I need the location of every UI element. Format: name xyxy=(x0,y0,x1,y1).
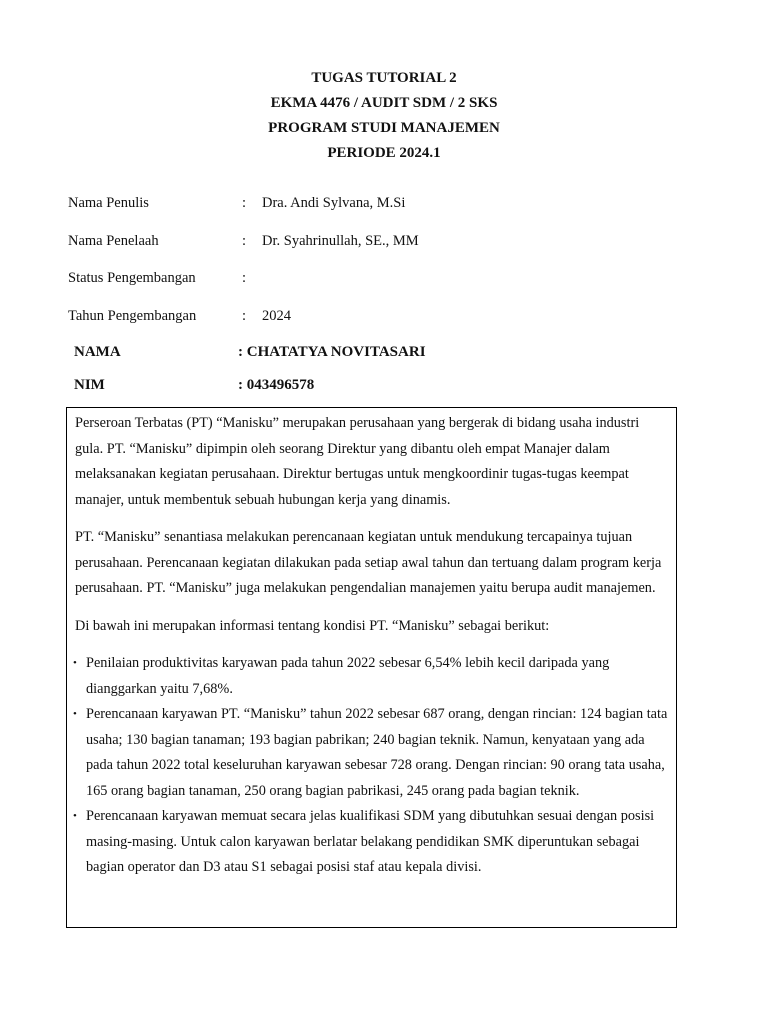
list-item-text: Perencanaan karyawan memuat secara jelas kualifikasi SDM yang dibutuhkan sesuai dengan posisi masing-masing. Untuk calon karyawan berlatar belakang pendidikan SMK diperuntukan sebagai bagian operator dan D3 atau S1 sebagai posisi staf atau kepala divisi. xyxy=(86,808,655,875)
header-title: TUGAS TUTORIAL 2 xyxy=(311,70,457,86)
student-info xyxy=(74,341,694,407)
meta-colon: : xyxy=(242,195,247,211)
meta-label: Status Pengembangan xyxy=(68,270,196,287)
student-name-label: NAMA xyxy=(74,344,121,360)
bullet-icon: • xyxy=(73,657,77,669)
meta-row-author xyxy=(68,192,708,230)
list-item xyxy=(75,804,668,881)
student-nim-value: : 043496578 xyxy=(238,377,315,393)
student-name-value: : CHATATYA NOVITASARI xyxy=(238,344,426,360)
meta-value: Dra. Andi Sylvana, M.Si xyxy=(262,195,406,211)
list-item-text: Penilaian produktivitas karyawan pada tahun 2022 sebesar 6,54% lebih kecil daripada yang dianggarkan yaitu 7,68%. xyxy=(86,655,610,697)
meta-colon: : xyxy=(242,270,247,287)
meta-value xyxy=(262,267,708,305)
meta-row-year xyxy=(68,305,708,343)
meta-label: Nama Penulis xyxy=(68,195,149,211)
bullet-icon: • xyxy=(73,810,77,822)
meta-label: Tahun Pengembangan xyxy=(68,307,197,324)
student-nim-label: NIM xyxy=(74,377,105,393)
case-paragraph: Perseroan Terbatas (PT) “Manisku” merupakan perusahaan yang bergerak di bidang usaha industri gula. PT. “Manisku” dipimpin oleh seorang Direktur yang dibantu oleh empat Manajer dalam melaksanakan kegiatan perusahaan. Direktur bertugas untuk mengkoordinir tugas-tugas keempat manajer, untuk membentuk sebuah hubungan kerja yang dinamis. xyxy=(75,415,640,508)
case-study-box xyxy=(66,407,677,928)
meta-value: 2024 xyxy=(262,307,291,324)
list-item-text: Perencanaan karyawan PT. “Manisku” tahun 2022 sebesar 687 orang, dengan rincian: 124 bagian tata usaha; 130 bagian tanaman; 193 bagian pabrikan; 240 bagian teknik. Namun, kenyataan yang ada pada tahun 2022 total keseluruhan karyawan sebesar 728 orang. Dengan rincian: 90 orang tata usaha, 165 orang bagian tanaman, 250 orang bagian pabrikasi, 245 orang pada bagian teknik. xyxy=(86,706,668,799)
student-name-row xyxy=(74,341,694,374)
student-nim-row xyxy=(74,374,694,407)
list-item xyxy=(75,651,668,702)
author-info xyxy=(68,192,708,342)
header-program: PROGRAM STUDI MANAJEMEN xyxy=(268,120,500,136)
header-course: EKMA 4476 / AUDIT SDM / 2 SKS xyxy=(270,95,498,111)
meta-row-status xyxy=(68,267,708,305)
case-paragraph: Di bawah ini merupakan informasi tentang kondisi PT. “Manisku” sebagai berikut: xyxy=(75,617,550,634)
case-paragraph: PT. “Manisku” senantiasa melakukan perencanaan kegiatan untuk mendukung tercapainya tujuan perusahaan. Perencanaan kegiatan dilakukan pada setiap awal tahun dan tertuang dalam program kerja perusahaan. PT. “Manisku” juga melakukan pengendalian manajemen yaitu berupa audit manajemen. xyxy=(75,529,662,596)
meta-label: Nama Penelaah xyxy=(68,232,159,249)
meta-colon: : xyxy=(242,232,247,249)
header-period: PERIODE 2024.1 xyxy=(327,145,441,161)
meta-value: Dr. Syahrinullah, SE., MM xyxy=(262,232,419,249)
bullet-icon: • xyxy=(73,708,77,720)
list-item xyxy=(75,702,668,804)
meta-colon: : xyxy=(242,307,247,324)
meta-row-reviewer xyxy=(68,230,708,268)
condition-list xyxy=(75,651,668,881)
document-header xyxy=(0,66,768,166)
